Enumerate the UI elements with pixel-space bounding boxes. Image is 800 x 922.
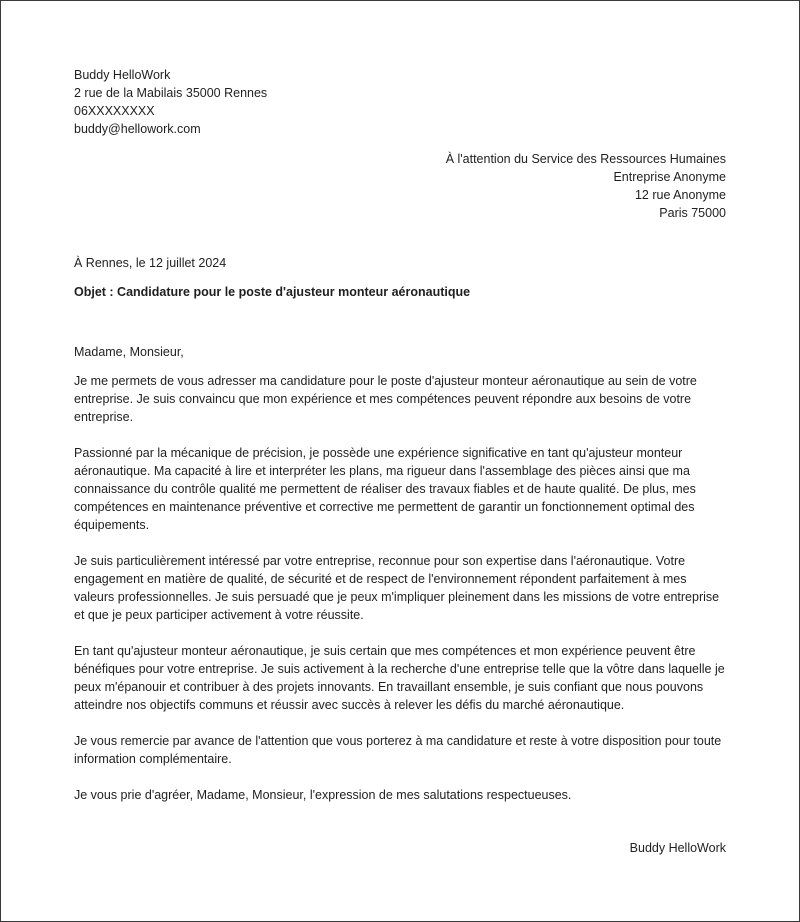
sender-email: buddy@hellowork.com (74, 122, 201, 136)
recipient-company: Entreprise Anonyme (613, 170, 726, 184)
body-paragraph: En tant qu'ajusteur monteur aéronautique, je suis certain que mes compétences et mon expérience peuvent être bénéfiques pour votre entreprise. Je suis activement à la recherche d'une entreprise telle que la vôtre dans laquelle je peux m'épanouir et contribuer à des projets innovants. En travaillant ensemble, je suis confiant que nous pouvons atteindre nos objectifs communs et réussir avec succès à relever les défis du marché aéronautique. (74, 644, 725, 712)
body-paragraph: Passionné par la mécanique de précision, je possède une expérience significative en tant qu'ajusteur monteur aéronautique. Ma capacité à lire et interpréter les plans, ma rigueur dans l'assemblage des pièces ainsi que ma connaissance du contrôle qualité me permettent de réaliser des travaux fiables et de haute qualité. De plus, mes compétences en maintenance préventive et corrective me permettent de garantir un fonctionnement optimal des équipements. (74, 446, 696, 532)
date-line: À Rennes, le 12 juillet 2024 (74, 256, 227, 270)
recipient-attention: À l'attention du Service des Ressources Humaines (445, 152, 726, 166)
sender-address: 2 rue de la Mabilais 35000 Rennes (74, 86, 268, 100)
sender-phone: 06XXXXXXXX (74, 104, 155, 118)
recipient-block (326, 150, 726, 222)
body-paragraph: Je suis particulièrement intéressé par votre entreprise, reconnue pour son expertise dans l'aéronautique. Votre engagement en matière de qualité, de sécurité et de respect de l'environnement répondent parfaitement à mes valeurs professionnelles. Je suis persuadé que je peux m'impliquer pleinement dans les missions de votre entreprise et que je peux participer activement à votre réussite. (74, 554, 720, 622)
closing-paragraph: Je vous prie d'agréer, Madame, Monsieur, l'expression de mes salutations respectueuses. (74, 788, 572, 802)
letter-body (74, 343, 729, 822)
body-paragraph: Je me permets de vous adresser ma candidature pour le poste d'ajusteur monteur aéronautique au sein de votre entreprise. Je suis convaincu que mon expérience et mes compétences peuvent répondre aux besoins de votre entreprise. (74, 374, 697, 424)
salutation: Madame, Monsieur, (74, 345, 184, 359)
sender-block (74, 66, 474, 138)
recipient-street: 12 rue Anonyme (634, 188, 726, 202)
signature: Buddy HelloWork (629, 841, 726, 855)
body-paragraph: Je vous remercie par avance de l'attention que vous porterez à ma candidature et reste à votre disposition pour toute information complémentaire. (74, 734, 722, 766)
sender-name: Buddy HelloWork (74, 68, 171, 82)
subject-line: Objet : Candidature pour le poste d'ajusteur monteur aéronautique (74, 285, 471, 299)
recipient-city: Paris 75000 (659, 206, 726, 220)
